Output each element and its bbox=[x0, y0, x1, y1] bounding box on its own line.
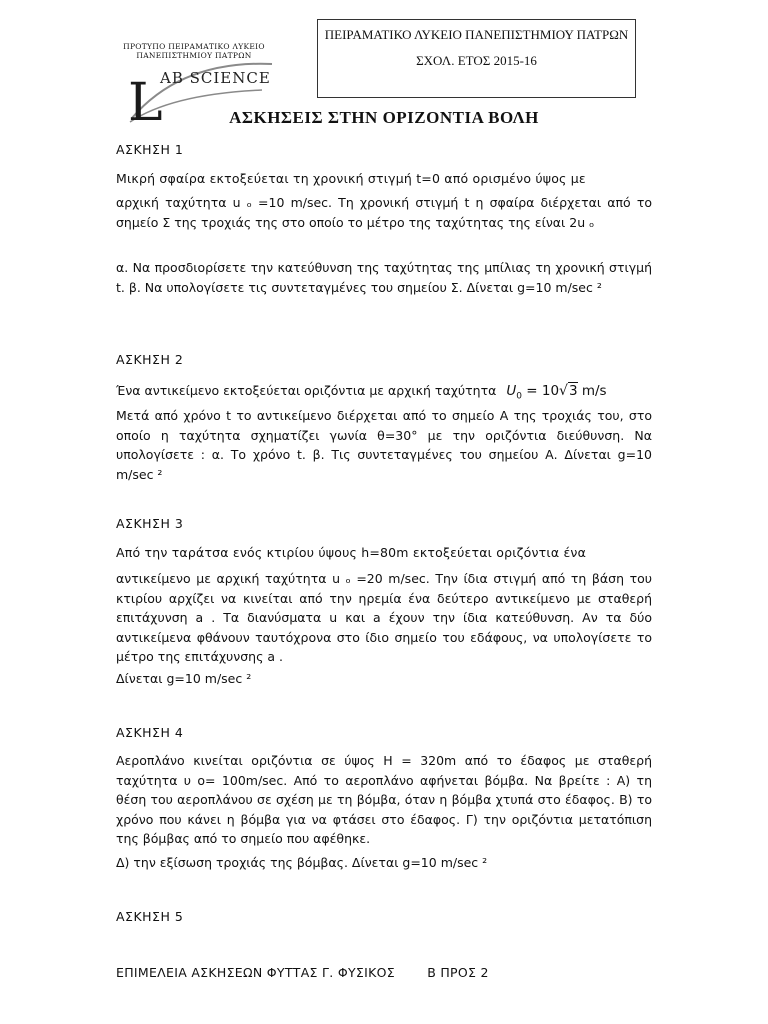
footer-class: Β ΠΡΟΣ 2 bbox=[427, 965, 489, 980]
exercise-4-text: Αεροπλάνο κινείται οριζόντια σε ύψος H = 320m από το έδαφος με σταθερή ταχύτητα υ ο= 100m/sec. Από το αεροπλάνο αφήνεται βόμβα. Να βρείτε : Α) τη θέση του αεροπλάνου σε σχέση με τη βόμβα, όταν η βόμβα χτυπά στο έδαφος. Β) το χρόνο που κάνει η βόμβα για να φτάσει στο έδαφος. Γ) την οριζόντια μετατόπιση της βόμβας από το σημείο που αφέθηκε. bbox=[116, 753, 652, 846]
exercise-4-given: Δ) την εξίσωση τροχιάς της βόμβας. Δίνεται g=10 m/sec ² bbox=[116, 855, 488, 870]
formula-variable: U bbox=[506, 383, 517, 399]
school-name: ΠΕΙΡΑΜΑΤΙΚΟ ΛΥΚΕΙΟ ΠΑΝΕΠΙΣΤΗΜΙΟΥ ΠΑΤΡΩΝ bbox=[324, 27, 629, 42]
initial-velocity-formula: $U_0 = 10√3$ m/s bbox=[506, 383, 607, 402]
formula-subscript: 0 bbox=[516, 391, 522, 402]
exercise-3-line-1: Από την ταράτσα ενός κτιρίου ύψους h=80m εκτοξεύεται οριζόντια ένα bbox=[116, 545, 587, 560]
exercise-1-text: αρχική ταχύτητα u ₒ =10 m/sec. Τη χρονική στιγμή t η σφαίρα διέρχεται από το σημείο Σ της τροχιάς της στο οποίο το μέτρο της ταχύτητας της είναι 2u ₒ bbox=[116, 195, 652, 230]
footer-editor: ΕΠΙΜΕΛΕΙΑ ΑΣΚΗΣΕΩΝ ΦΥΤΤΑΣ Γ. ΦΥΣΙΚΟΣ bbox=[116, 965, 395, 980]
logo-letter: L bbox=[128, 73, 163, 130]
logo-line-2: ΠΑΝΕΠΙΣΤΗΜΙΟΥ ΠΑΤΡΩΝ bbox=[136, 51, 252, 60]
exercise-1-heading: ΑΣΚΗΣΗ 1 bbox=[116, 142, 184, 157]
page-title: ΑΣΚΗΣΕΙΣ ΣΤΗΝ ΟΡΙΖΟΝΤΙΑ ΒΟΛΗ bbox=[229, 108, 539, 127]
formula-unit: m/s bbox=[581, 383, 607, 399]
exercise-3-given: Δίνεται g=10 m/sec ² bbox=[116, 671, 252, 686]
logo-text: AB SCIENCE bbox=[160, 69, 271, 87]
formula-equals: = 10 bbox=[526, 383, 560, 399]
exercise-3-text: αντικείμενο με αρχική ταχύτητα u ₒ =20 m/sec. Την ίδια στιγμή από τη βάση του κτιρίου αρχίζει να κινείται από την ηρεμία ένα δεύτερο αντικείμενο με σταθερή επιτάχυνση a . Τα διανύσματα u και a έχουν την ίδια κατεύθυνση. Αν τα δύο αντικείμενα φθάνουν ταυτόχρονα στο ίδιο σημείο του εδάφους, να υπολογίσετε το μέτρο της επιτάχυνσης a . bbox=[116, 571, 652, 664]
exercise-1-questions: α. Να προσδιορίσετε την κατεύθυνση της ταχύτητας της μπίλιας τη χρονική στιγμή t. β. Να υπολογίσετε τις συντεταγμένες του σημείου Σ. Δίνεται g=10 m/sec ² bbox=[116, 260, 652, 295]
exercise-2-heading: ΑΣΚΗΣΗ 2 bbox=[116, 352, 184, 367]
formula-root: 3 bbox=[568, 383, 578, 399]
logo-line-1: ΠΡΟΤΥΠΟ ΠΕΙΡΑΜΑΤΙΚΟ ΛΥΚΕΙΟ bbox=[123, 42, 265, 51]
school-info-box bbox=[317, 19, 636, 98]
exercise-2-line-1 bbox=[116, 383, 652, 402]
exercise-3-heading: ΑΣΚΗΣΗ 3 bbox=[116, 516, 184, 531]
school-year: ΣΧΟΛ. ΕΤΟΣ 2015-16 bbox=[416, 53, 537, 68]
exercise-1-line-1: Μικρή σφαίρα εκτοξεύεται τη χρονική στιγμή t=0 από ορισμένο ύψος με bbox=[116, 171, 586, 186]
exercise-2-text: Μετά από χρόνο t το αντικείμενο διέρχεται από το σημείο Α της τροχιάς του, στο οποίο η ταχύτητα σχηματίζει γωνία θ=30° με την οριζόντια διεύθυνση. Να υπολογίσετε : α. Το χρόνο t. β. Τις συντεταγμένες του σημείου Α. Δίνεται g=10 m/sec ² bbox=[116, 408, 652, 482]
exercise-4-heading: ΑΣΚΗΣΗ 4 bbox=[116, 725, 184, 740]
exercise-5-heading: ΑΣΚΗΣΗ 5 bbox=[116, 909, 184, 924]
exercise-2-intro: Ένα αντικείμενο εκτοξεύεται οριζόντια με αρχική ταχύτητα bbox=[116, 383, 497, 398]
page-footer bbox=[116, 965, 489, 980]
